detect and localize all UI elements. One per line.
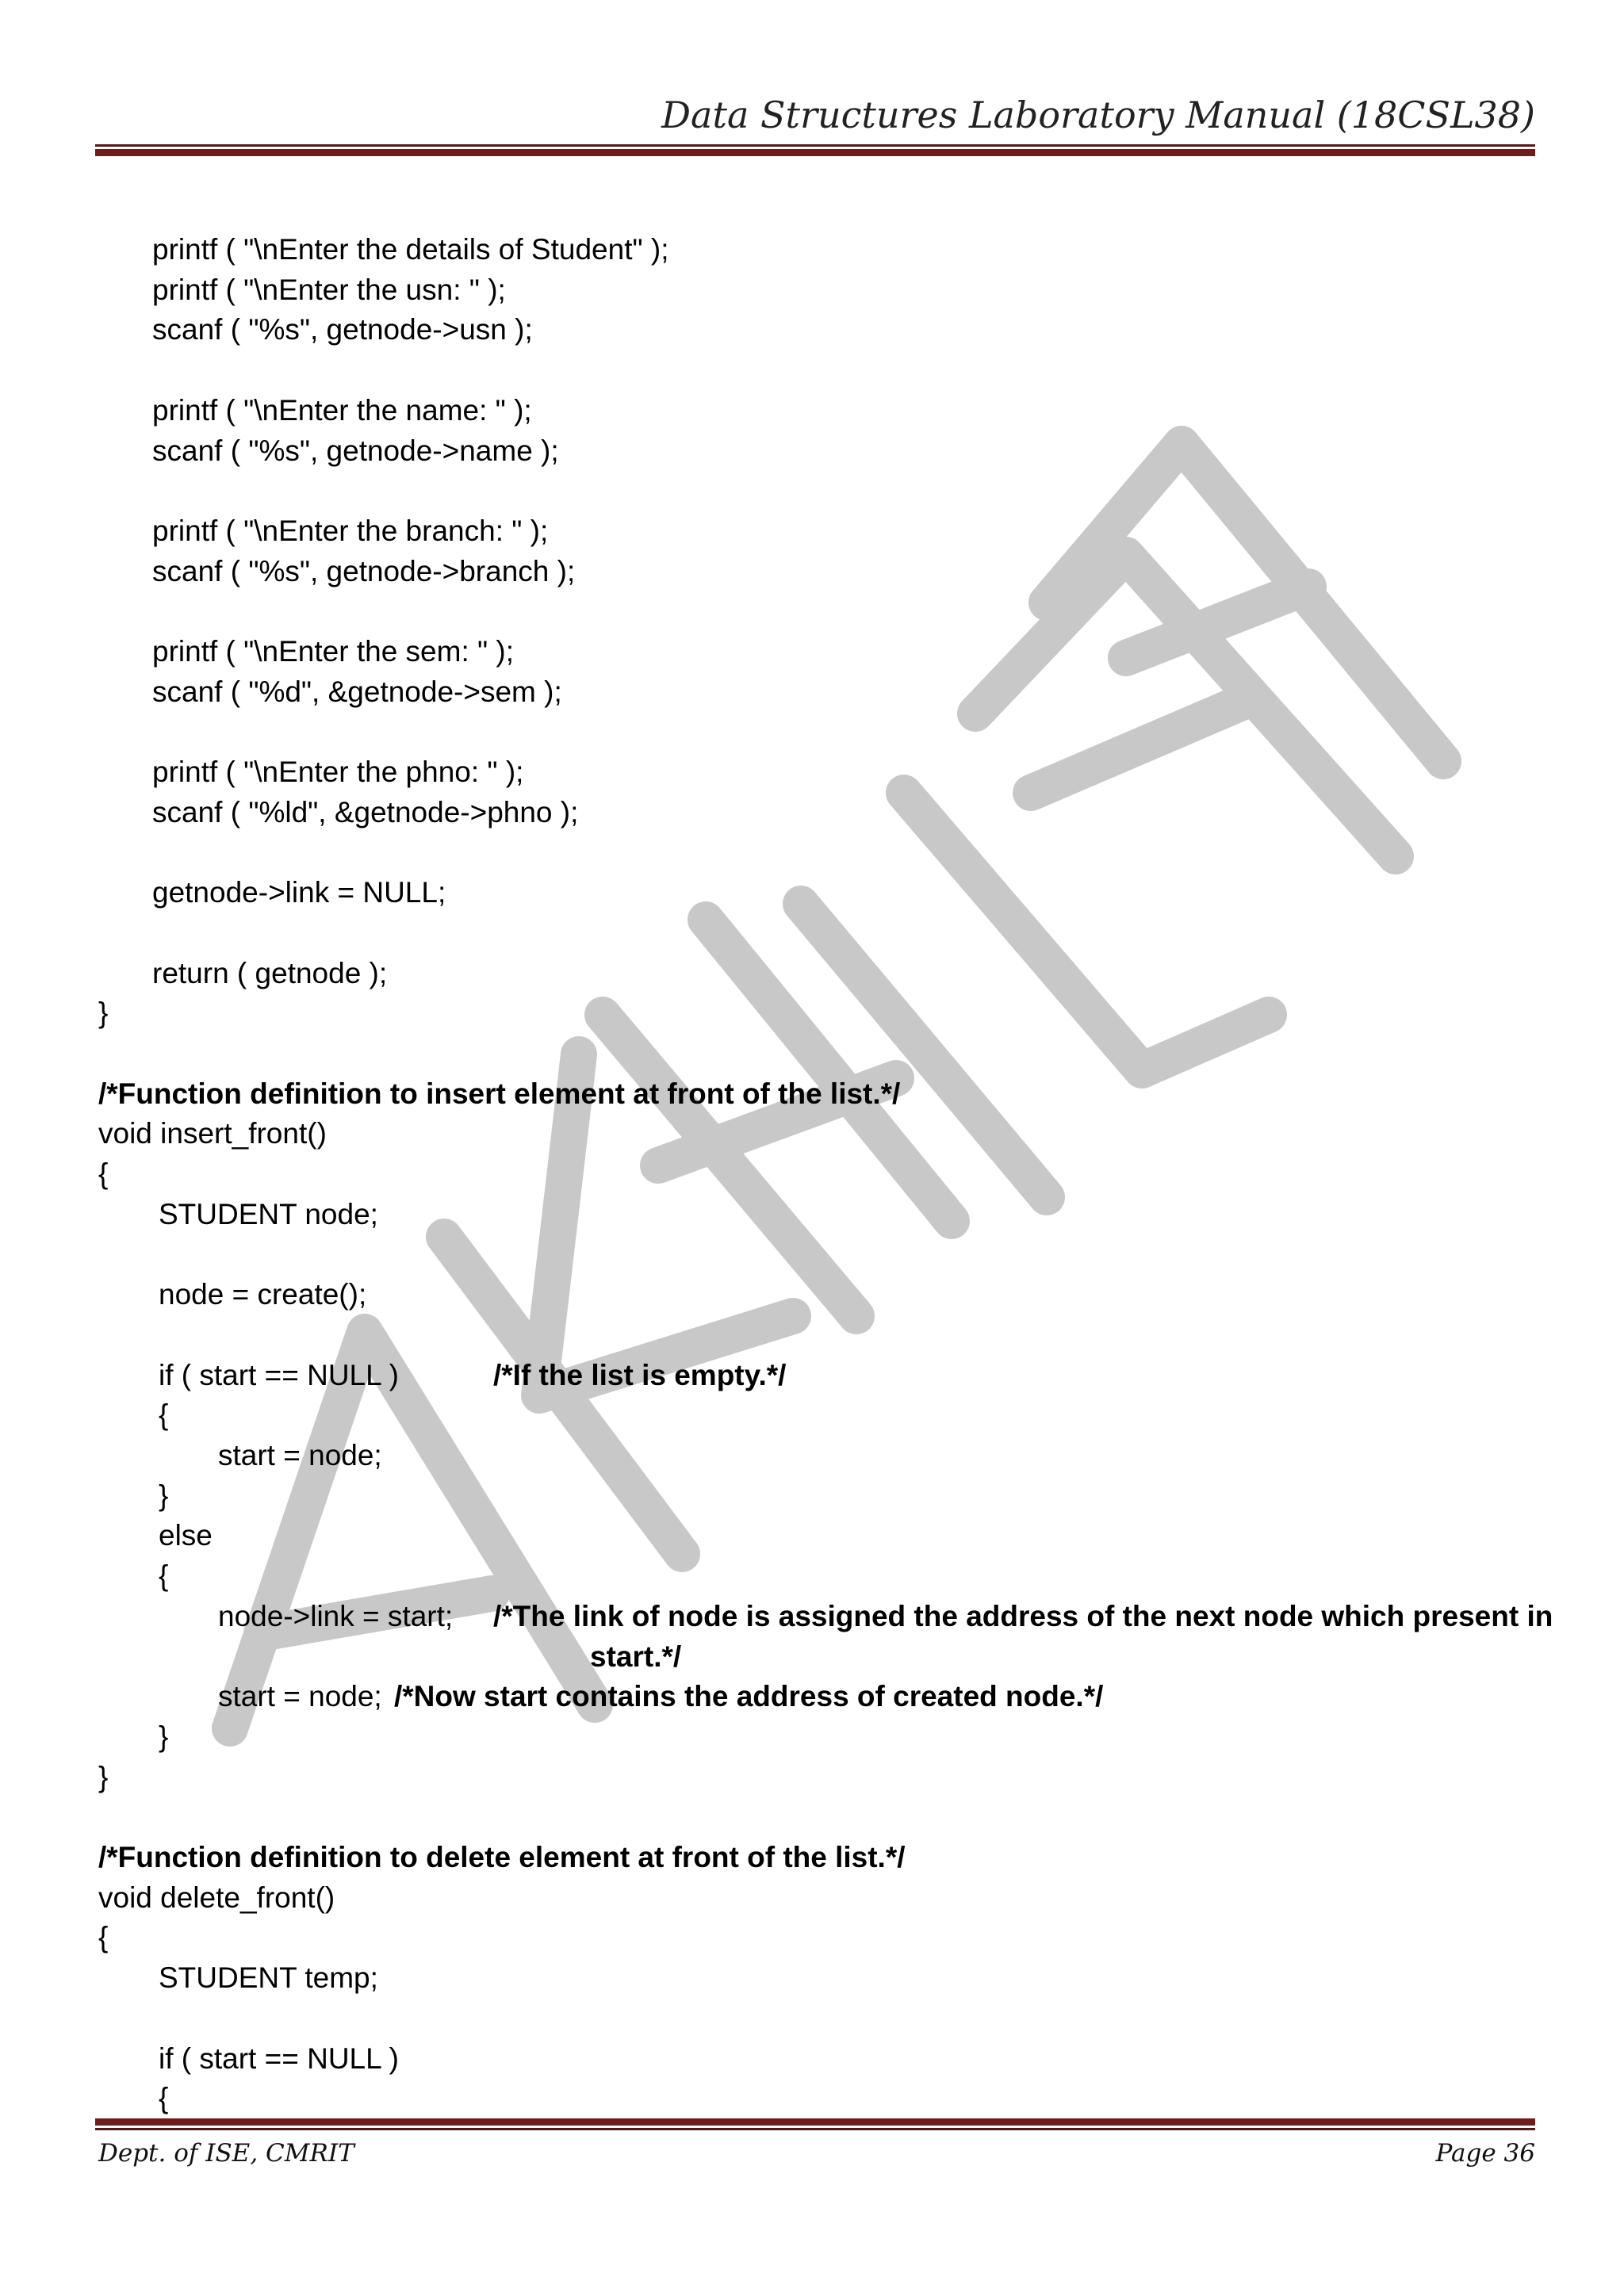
- code-line: printf ( "\nEnter the sem: " );: [152, 635, 515, 668]
- code-line: else: [159, 1519, 213, 1552]
- code-inline-comment: start.*/: [590, 1640, 682, 1673]
- code-line: getnode->link = NULL;: [152, 876, 446, 909]
- code-line: STUDENT temp;: [159, 1961, 378, 1994]
- code-line: {: [98, 1158, 109, 1190]
- header-rule-thick: [95, 149, 1535, 156]
- code-line: STUDENT node;: [159, 1198, 378, 1230]
- code-inline-comment: /*The link of node is assigned the address of the next node which present in: [493, 1600, 1553, 1632]
- code-line: {: [159, 2082, 169, 2114]
- footer-rule-thin: [95, 2128, 1535, 2130]
- code-inline-comment: /*If the list is empty.*/: [493, 1359, 787, 1391]
- header-title: Data Structures Laboratory Manual (18CSL38): [661, 94, 1535, 136]
- code-line: {: [159, 1559, 169, 1592]
- code-line: return ( getnode );: [152, 957, 388, 989]
- footer-page-number: Page 36: [1435, 2139, 1535, 2168]
- footer-rule-thick: [95, 2118, 1535, 2126]
- code-line: printf ( "\nEnter the phno: " );: [152, 756, 524, 788]
- code-comment-heading: /*Function definition to insert element at front of the list.*/: [98, 1077, 901, 1110]
- footer-department: Dept. of ISE, CMRIT: [98, 2139, 354, 2168]
- code-line: printf ( "\nEnter the details of Student" );: [152, 233, 669, 266]
- code-line: if ( start == NULL ): [159, 1359, 399, 1391]
- code-line: start = node;: [218, 1439, 382, 1471]
- code-line: scanf ( "%s", getnode->branch );: [152, 555, 576, 587]
- code-line: }: [159, 1479, 169, 1512]
- code-line: }: [98, 1761, 109, 1793]
- code-inline-comment: /*Now start contains the address of created node.*/: [394, 1680, 1104, 1712]
- watermark-text: [0, 0, 1, 1]
- code-line: start = node;: [218, 1680, 382, 1712]
- code-line: node->link = start;: [218, 1600, 454, 1632]
- header-rule-thin: [95, 144, 1535, 147]
- code-line: }: [98, 997, 109, 1029]
- code-line: {: [98, 1921, 109, 1954]
- code-line: scanf ( "%ld", &getnode->phno );: [152, 796, 579, 828]
- code-line: printf ( "\nEnter the usn: " );: [152, 274, 506, 306]
- code-line: scanf ( "%d", &getnode->sem );: [152, 675, 562, 708]
- code-line: }: [159, 1720, 169, 1753]
- code-line: scanf ( "%s", getnode->usn );: [152, 313, 533, 346]
- code-comment-heading: /*Function definition to delete element at front of the list.*/: [98, 1841, 906, 1873]
- code-line: if ( start == NULL ): [159, 2042, 399, 2075]
- code-line: printf ( "\nEnter the name: " );: [152, 394, 532, 427]
- code-line: {: [159, 1399, 169, 1431]
- code-line: scanf ( "%s", getnode->name );: [152, 434, 559, 467]
- code-line: printf ( "\nEnter the branch: " );: [152, 515, 549, 547]
- code-line: void delete_front(): [98, 1881, 335, 1914]
- code-line: node = create();: [159, 1278, 367, 1311]
- code-line: void insert_front(): [98, 1117, 327, 1150]
- code-listing: [0, 230, 1624, 2114]
